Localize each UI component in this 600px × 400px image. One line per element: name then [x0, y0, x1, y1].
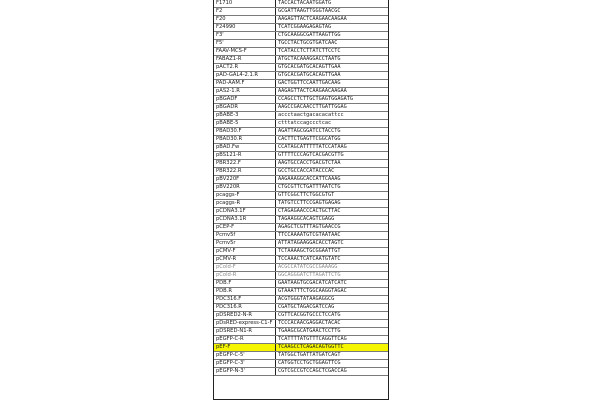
table-row [214, 216, 388, 224]
table-row [214, 256, 388, 264]
primer-name-cell: PBR322.R [214, 168, 276, 175]
table-row [214, 176, 388, 184]
primer-sequence-cell: ATTATAGAAGGACACCTAGTC [278, 240, 344, 246]
table-row [214, 96, 388, 104]
primer-sequence-cell: GTGCACGATGCACAGTTGAA [278, 64, 341, 70]
primer-name-cell: PDC316.F [214, 296, 276, 303]
table-row [214, 208, 388, 216]
table-row [214, 344, 388, 352]
table-row [214, 168, 388, 176]
primer-sequence-cell: AAGAAAGGCACCATTCAAAG [278, 176, 341, 182]
primer-name-cell: pDsRED-express-C1-F [214, 320, 276, 327]
primer-sequence-cell: ctttatccagccctcac [278, 120, 332, 126]
primer-name-cell: pEGFP-C-5' [214, 352, 276, 359]
primer-sequence-cell: AAGTGCCACCTGACGTCTAA [278, 160, 341, 166]
table-row [214, 48, 388, 56]
table-row [214, 128, 388, 136]
primer-sequence-cell: TAGAAGGCACAGTCGAGG [278, 216, 335, 222]
table-row [214, 8, 388, 16]
primer-name-cell: PBAD30.R [214, 136, 276, 143]
table-row [214, 368, 388, 376]
table-row [214, 136, 388, 144]
table-row [214, 352, 388, 360]
table-row [214, 64, 388, 72]
primer-sequence-cell: AAGAGTTACTCAAGAACAAGAA [278, 16, 347, 22]
table-row [214, 40, 388, 48]
primer-sequence-cell: TCATTTTATGTTTCAGGTTCAG [278, 336, 347, 342]
primer-sequence-cell: ATGCTACAAAGGACCTAATG [278, 56, 341, 62]
primer-sequence-cell: CTGCGTTCTGATTTAATCTG [278, 184, 341, 190]
table-row [214, 320, 388, 328]
primer-sequence-cell: GCGATTAAGTTGGGTAACGC [278, 8, 341, 14]
primer-sequence-cell: AGATTAGCGGATCCTACCTG [278, 128, 341, 134]
primer-sequence-cell: TATGTCCTTCCGAGTGAGAG [278, 200, 341, 206]
table-row [214, 104, 388, 112]
primer-sequence-cell: TCCCACAACGAGGACTACAC [278, 320, 341, 326]
table-row [214, 0, 388, 8]
primer-sequence-cell: TCATACCTCTTATCTTCCTC [278, 48, 341, 54]
primer-name-cell: PDC316.R [214, 304, 276, 311]
table-row [214, 160, 388, 168]
primer-sequence-cell: GTGCACGATGCACAGTTGAA [278, 72, 341, 78]
table-row [214, 336, 388, 344]
primer-sequence-cell: CTGCAAGGCGATTAAGTTGG [278, 32, 341, 38]
primer-name-cell: pCMV-F [214, 248, 276, 255]
primer-name-cell: FAAV-MCS-F [214, 48, 276, 55]
primer-name-cell: pCold-F [214, 264, 276, 271]
primer-name-cell: F20 [214, 16, 276, 23]
table-row [214, 304, 388, 312]
primer-sequence-cell: TGAAGCGCATGAACTCCTTG [278, 328, 341, 334]
primer-name-cell: Pcmv5f [214, 232, 276, 239]
primer-name-cell: F1710 [214, 0, 276, 7]
primer-name-cell: PDB.F [214, 280, 276, 287]
table-row [214, 32, 388, 40]
table-row [214, 288, 388, 296]
table-row [214, 112, 388, 120]
primer-name-cell: pEGFP-N-3' [214, 368, 276, 375]
primer-name-cell: PDB.R [214, 288, 276, 295]
primer-sequence-cell: ACGTGGGTATAAGAGGCG [278, 296, 335, 302]
table-row [214, 328, 388, 336]
primer-name-cell: pBGADF [214, 96, 276, 103]
primer-name-cell: pDSRED2-N-R [214, 312, 276, 319]
table-row [214, 264, 388, 272]
primer-name-cell: Pcmv5r [214, 240, 276, 247]
primer-name-cell: pAS2-1.R [214, 88, 276, 95]
table-row [214, 360, 388, 368]
primer-sequence-cell: TCTAAAAGCTGCGGAATTGT [278, 248, 341, 254]
primer-name-cell: F24990 [214, 24, 276, 31]
primer-sequence-cell: GTTCGGCTTCTGGCGTGT [278, 192, 335, 198]
primer-name-cell: pBGADR [214, 104, 276, 111]
primer-name-cell: pBABE-3 [214, 112, 276, 119]
table-row [214, 232, 388, 240]
primer-name-cell: pCMV-R [214, 256, 276, 263]
primer-name-cell: pBAD.Fw [214, 144, 276, 151]
table-row [214, 280, 388, 288]
primer-sequence-cell: GGCAGGGATCTTAGATTCTG [278, 272, 341, 278]
primer-name-cell: pCold-R [214, 272, 276, 279]
primer-sequence-cell: GTTTTCCCAGTCACGACGTTG [278, 152, 344, 158]
table-row [214, 80, 388, 88]
primer-sequence-cell: GACTGGTTCCAATTGACAAG [278, 80, 341, 86]
table-row [214, 184, 388, 192]
primer-name-cell: pcaggs-R [214, 200, 276, 207]
primer-sequence-cell: CGATGCTAGACGATCCAG [278, 304, 335, 310]
table-row [214, 152, 388, 160]
primer-sequence-cell: CCATAGCATTTTTATCCATAAG [278, 144, 347, 150]
table-row [214, 272, 388, 280]
primer-sequence-cell: GAATAAGTGCGACATCATCATC [278, 280, 347, 286]
primer-sequence-cell: CGTCGCCGTCCAGCTCGACCAG [278, 368, 347, 374]
primer-sequence-cell: CACTTCTGAGTTCGGCATGG [278, 136, 341, 142]
primer-sequence-cell: CTAGAGAACCCACTGCTTAC [278, 208, 341, 214]
primer-name-cell: PBAD30.F [214, 128, 276, 135]
primer-name-cell: pCDNA3.1F [214, 208, 276, 215]
primer-name-cell: PAD-AAM.F [214, 80, 276, 87]
primer-sequence-cell: CCAGCCTCTTGCTGAGTGGAGATG [278, 96, 353, 102]
primer-sequence-cell: AAGAGTTACTCAAGAACAAGAA [278, 88, 347, 94]
table-row [214, 120, 388, 128]
primer-name-cell: F5' [214, 40, 276, 47]
table-row [214, 24, 388, 32]
primer-table [213, 0, 389, 400]
primer-name-cell: pCDNA3.1R [214, 216, 276, 223]
table-row [214, 296, 388, 304]
primer-sequence-cell: CATGGTCCTGCTGGAGTTCG [278, 360, 341, 366]
table-row [214, 248, 388, 256]
primer-name-cell: pEGFP-C-3' [214, 360, 276, 367]
primer-name-cell: pBV220F [214, 176, 276, 183]
primer-sequence-cell: TATGGCTGATTATGATCAGT [278, 352, 341, 358]
primer-name-cell: F3' [214, 32, 276, 39]
table-row [214, 88, 388, 96]
table-row [214, 200, 388, 208]
primer-name-cell: pDSRED-N1-R [214, 328, 276, 335]
primer-sequence-cell: TCCAAACTCATCAATGTATC [278, 256, 341, 262]
primer-sequence-cell: TACCACTACAATGGATG [278, 0, 332, 6]
primer-sequence-cell: GTAAATTTCTGGCAAGGTAGAC [278, 288, 347, 294]
primer-sequence-cell: TTCCAAAATGTCGTAATAAC [278, 232, 341, 238]
table-row [214, 312, 388, 320]
primer-name-cell: pBV220R [214, 184, 276, 191]
primer-sequence-cell: TCATCGGAAGAGAGTAG [278, 24, 332, 30]
primer-name-cell: pCEP-F [214, 224, 276, 231]
table-row [214, 16, 388, 24]
primer-sequence-cell: TGCCTACTGCGTGATCAAC [278, 40, 338, 46]
table-row [214, 240, 388, 248]
primer-sequence-cell: AAGCCGACAACCTTGATTGGAG [278, 104, 347, 110]
primer-sequence-cell: ACGCCATATCGCCGAAAGG [278, 264, 338, 270]
primer-name-cell: pAD-GAL4-2.1.R [214, 72, 276, 79]
primer-sequence-cell: accctaactgacacacattcc [278, 112, 344, 118]
primer-name-cell: pcaggs-F [214, 192, 276, 199]
primer-name-cell: pBABE-5 [214, 120, 276, 127]
primer-sequence-cell: CGTTCACGGTGCCCTCCATG [278, 312, 341, 318]
primer-name-cell: pBS121-R [214, 152, 276, 159]
table-row [214, 72, 388, 80]
primer-sequence-cell: TCAAGCCTCAGACAGTGGTTC [278, 344, 344, 350]
primer-name-cell: PBR322.F [214, 160, 276, 167]
primer-name-cell: pEGFP-C-R [214, 336, 276, 343]
table-row [214, 192, 388, 200]
primer-sequence-cell: AGAGCTCGTTTAGTGAACCG [278, 224, 341, 230]
primer-sequence-cell: GCCTGCCACCATACCCAC [278, 168, 335, 174]
primer-name-cell: F2 [214, 8, 276, 15]
table-row [214, 224, 388, 232]
table-row [214, 144, 388, 152]
table-row [214, 56, 388, 64]
primer-name-cell: FABAZ1-R [214, 56, 276, 63]
primer-name-cell: pEF-F [214, 344, 276, 351]
primer-name-cell: pACT2.R [214, 64, 276, 71]
